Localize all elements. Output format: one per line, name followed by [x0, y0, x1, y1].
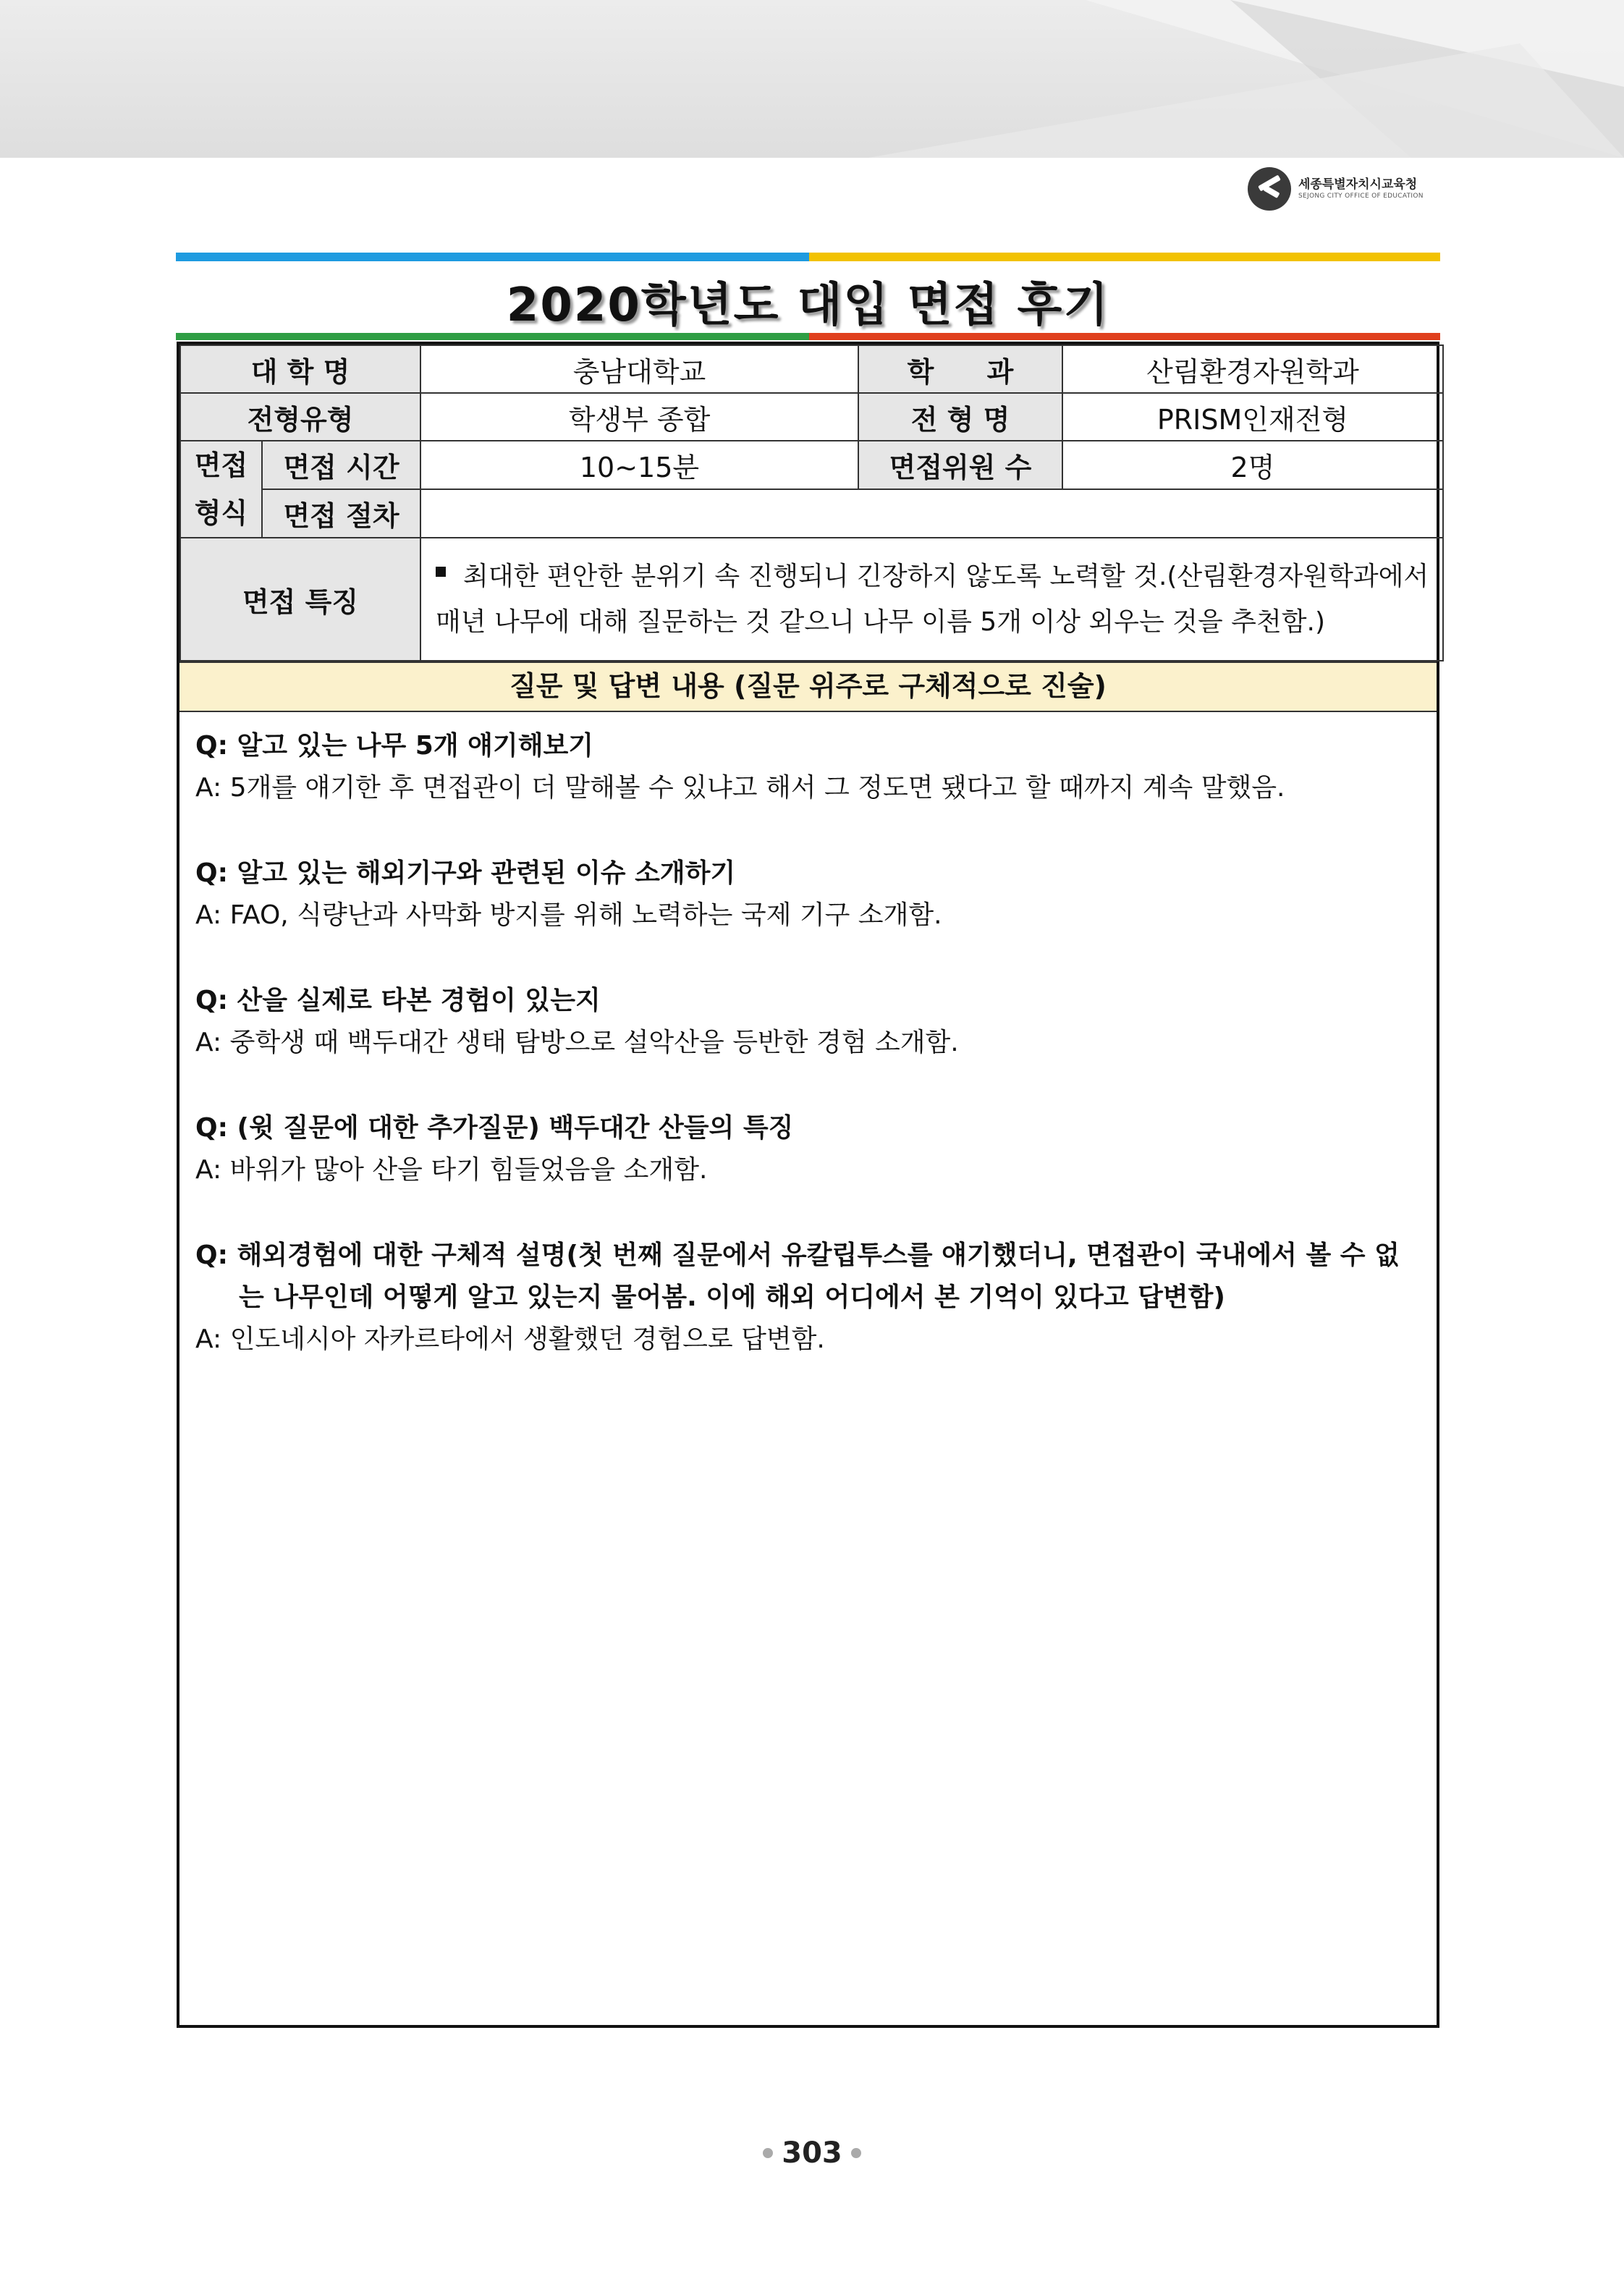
- office-logo: [1248, 166, 1424, 211]
- decorative-header-band: [0, 0, 1624, 158]
- answer: A: FAO, 식량난과 사막화 방지를 위해 노력하는 국제 기구 소개함.: [195, 900, 942, 930]
- question: Q: 산을 실제로 타본 경험이 있는지: [195, 986, 601, 1015]
- title-bottom-bar: [176, 333, 1440, 340]
- answer: A: 5개를 얘기한 후 면접관이 더 말해볼 수 있냐고 해서 그 정도면 됐다고 할 때까지 계속 말했음.: [195, 773, 1285, 803]
- interview-format-label-line1: 면접: [194, 449, 248, 481]
- admission-type-value: 학생부 종합: [420, 393, 858, 441]
- interviewers-label: 면접위원 수: [858, 441, 1062, 489]
- interview-features-value: [420, 538, 1443, 661]
- answer: A: 인도네시아 자카르타에서 생활했던 경험으로 답변함.: [195, 1324, 825, 1354]
- decorative-swoosh: [0, 0, 1624, 158]
- question: Q: (윗 질문에 대한 추가질문) 백두대간 산들의 특징: [195, 1113, 794, 1143]
- page-number-text: 303: [782, 2136, 842, 2170]
- qa-item: [195, 1107, 1422, 1191]
- admission-type-label: 전형유형: [180, 393, 420, 441]
- dot-icon: [851, 2148, 861, 2158]
- admission-name-label: 전 형 명: [858, 393, 1062, 441]
- answer: A: 중학생 때 백두대간 생태 탐방으로 설악산을 등반한 경험 소개함.: [195, 1028, 959, 1057]
- qa-item: [195, 725, 1422, 809]
- interview-time-value: 10~15분: [420, 441, 858, 489]
- title-top-bar: [176, 253, 1440, 261]
- interview-features-label: 면접 특징: [180, 538, 420, 661]
- question: Q: 해외경험에 대한 구체적 설명(첫 번째 질문에서 유칼립투스를 얘기했더니, 면접관이 국내에서 볼 수 없는 나무인데 어떻게 알고 있는지 물어봄. 이에 해외 어디에서 본 기억이 있다고 답변함): [195, 1240, 1400, 1312]
- page-title: 2020학년도 대입 면접 후기: [506, 279, 1110, 332]
- logo-icon: [1248, 167, 1291, 211]
- logo-english-text: SEJONG CITY OFFICE OF EDUCATION: [1298, 192, 1424, 200]
- dot-icon: [763, 2148, 773, 2158]
- question: Q: 알고 있는 나무 5개 얘기해보기: [195, 731, 594, 761]
- qa-item: [195, 1235, 1422, 1361]
- interviewers-value: 2명: [1062, 441, 1443, 489]
- square-bullet-icon: [436, 567, 446, 577]
- university-value: 충남대학교: [420, 345, 858, 393]
- qa-section-header: 질문 및 답변 내용 (질문 위주로 구체적으로 진술): [179, 661, 1437, 712]
- qa-item: [195, 853, 1422, 936]
- logo-korean-text: 세종특별자치시교육청: [1298, 177, 1418, 193]
- interview-time-label: 면접 시간: [262, 441, 420, 489]
- university-label: 대 학 명: [180, 345, 420, 393]
- question: Q: 알고 있는 해외기구와 관련된 이슈 소개하기: [195, 858, 736, 888]
- page-number: [0, 2136, 1624, 2170]
- qa-item: [195, 980, 1422, 1064]
- department-value: 산림환경자원학과: [1062, 345, 1443, 393]
- interview-format-label-line2: 형식: [194, 497, 248, 529]
- interview-features-text: 최대한 편안한 분위기 속 진행되니 긴장하지 않도록 노력할 것.(산림환경자원학과에서 매년 나무에 대해 질문하는 것 같으니 나무 이름 5개 이상 외우는 것을 추천함.): [436, 562, 1429, 637]
- info-table: [179, 344, 1444, 661]
- review-form: [177, 342, 1439, 2028]
- answer: A: 바위가 많아 산을 타기 힘들었음을 소개함.: [195, 1155, 708, 1185]
- interview-procedure-value: [420, 489, 1443, 538]
- interview-procedure-label: 면접 절차: [262, 489, 420, 538]
- interview-format-label: [180, 441, 262, 538]
- qa-list: [179, 712, 1437, 1361]
- admission-name-value: PRISM인재전형: [1062, 393, 1443, 441]
- department-label: 학 과: [858, 345, 1062, 393]
